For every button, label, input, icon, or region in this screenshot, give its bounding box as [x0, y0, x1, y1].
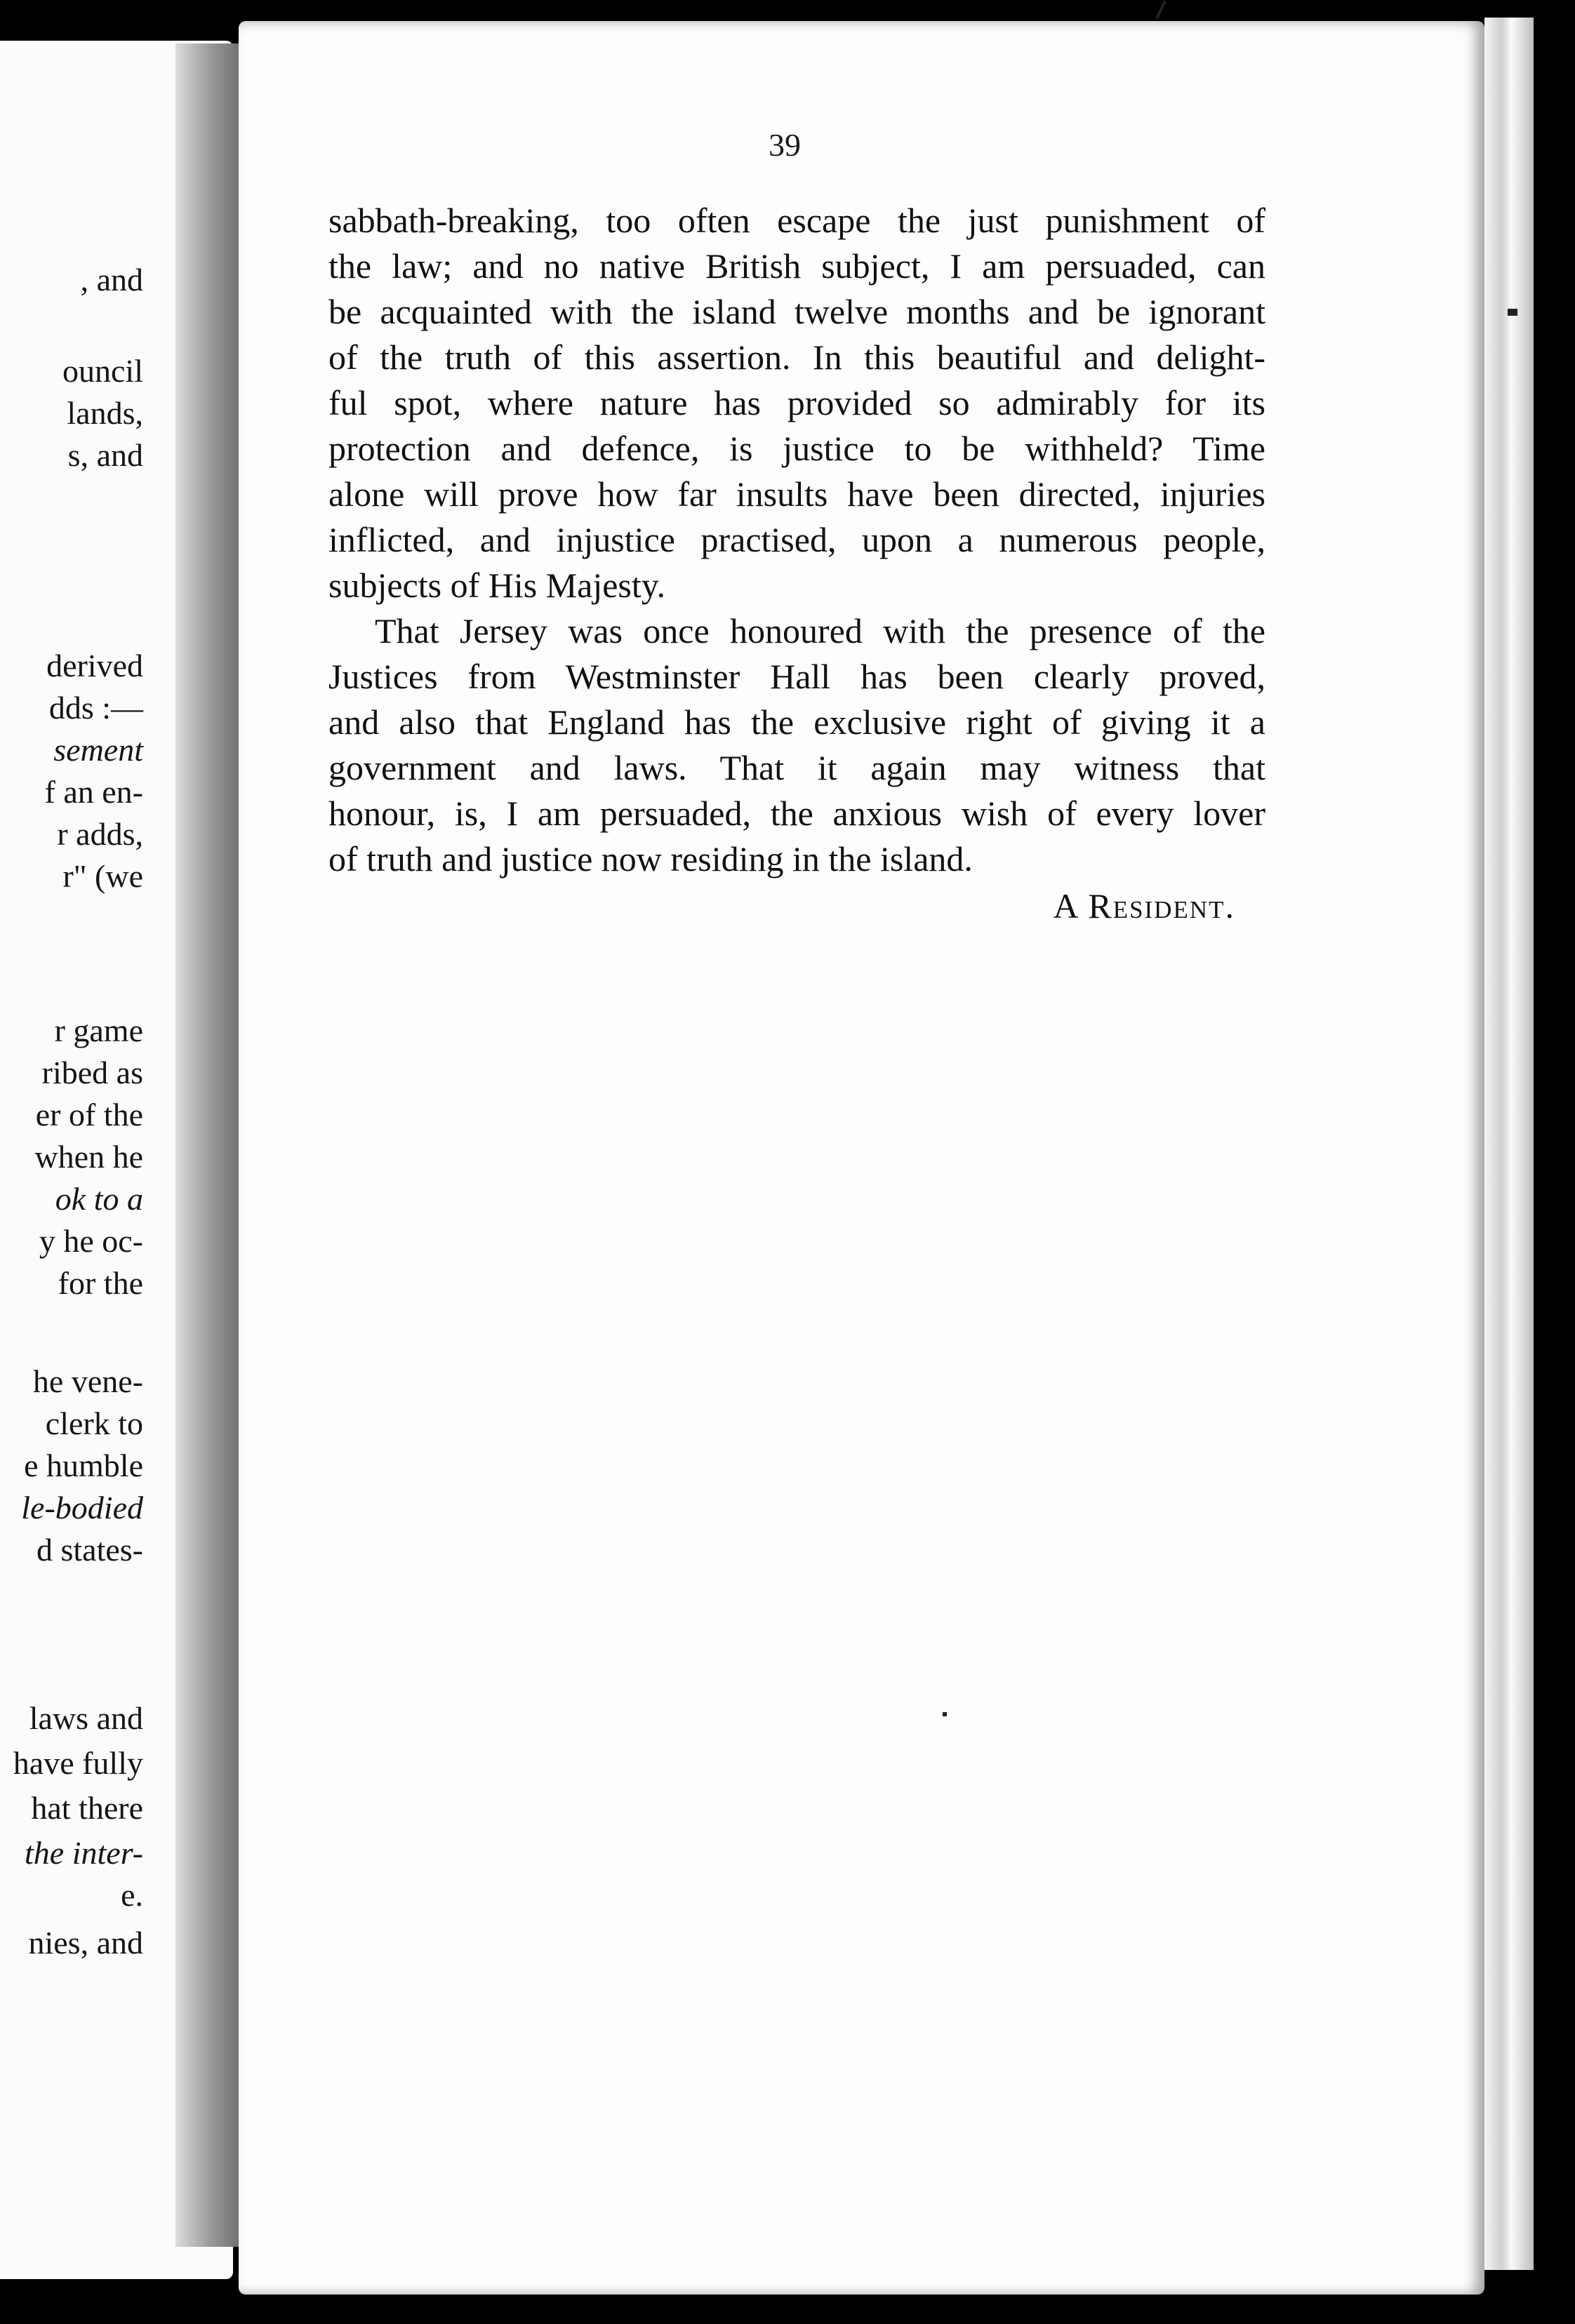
left-page-fragment: r game — [54, 1013, 143, 1048]
paragraph-1-line: be acquainted with the island twelve months and be ignorant — [328, 292, 1265, 331]
left-page-fragment: for the — [58, 1265, 143, 1301]
left-page-fragment: sement — [53, 732, 143, 768]
paragraph-2-line: Justices from Westminster Hall has been clearly proved, — [328, 657, 1265, 696]
paragraph-2-line: government and laws. That it again may witness that — [328, 748, 1265, 787]
paragraph-2-line: and also that England has the exclusive right of giving it a — [328, 702, 1265, 742]
signature: A Resident. — [1053, 886, 1235, 926]
left-page-fragment: d states- — [36, 1532, 143, 1568]
left-page-fragment: ok to a — [55, 1181, 143, 1217]
paragraph-1-line: the law; and no native British subject, I am persuaded, can — [328, 246, 1265, 286]
paragraph-1-line: sabbath-breaking, too often escape the just punishment of — [328, 201, 1265, 240]
page-number: 39 — [769, 127, 801, 163]
paragraph-2-line: That Jersey was once honoured with the presence of the — [375, 611, 1265, 650]
left-page-fragment: s, and — [67, 437, 143, 473]
left-page-fragment: le-bodied — [21, 1490, 143, 1525]
left-page-fragment: er of the — [35, 1097, 143, 1133]
paragraph-1-line: inflicted, and injustice practised, upon a numerous people, — [328, 520, 1265, 559]
left-page-fragment: e. — [121, 1877, 143, 1913]
scan-speck — [1508, 309, 1517, 316]
paragraph-1-line: ful spot, where nature has provided so admirably for its — [328, 383, 1265, 422]
left-page-fragment: the inter- — [25, 1835, 143, 1871]
left-page-fragment: laws and — [29, 1700, 143, 1736]
paragraph-2-line: of truth and justice now residing in the island. — [328, 839, 973, 879]
left-page-fragment: dds :— — [48, 690, 143, 726]
left-page-fragment: e humble — [24, 1448, 143, 1483]
scan-speck — [1155, 0, 1166, 19]
left-page-fragment: he vene- — [32, 1363, 143, 1399]
page-edges — [1484, 18, 1534, 2270]
left-page-fragment: f an en- — [44, 774, 143, 810]
left-page-fragment: clerk to — [45, 1405, 143, 1441]
paragraph-1-line: of the truth of this assertion. In this beautiful and delight- — [328, 338, 1265, 377]
scan-speck — [943, 1712, 947, 1716]
left-page-fragment: have fully — [13, 1745, 143, 1781]
left-page-fragment: r adds, — [57, 816, 143, 852]
left-page-fragment: hat there — [31, 1790, 143, 1826]
paragraph-1-line: alone will prove how far insults have been directed, injuries — [328, 474, 1265, 514]
left-page-fragment: lands, — [67, 395, 143, 431]
paragraph-1-line: protection and defence, is justice to be withheld? Time — [328, 429, 1265, 468]
left-page-fragment: , and — [80, 262, 143, 298]
left-page-fragment: nies, and — [28, 1925, 143, 1961]
left-page-fragment: derived — [46, 648, 143, 683]
paragraph-2-line: honour, is, I am persuaded, the anxious wish of every lover — [328, 794, 1265, 833]
left-page-fragment: r" (we — [62, 858, 143, 894]
body-text — [328, 198, 1265, 882]
left-page-fragment: ribed as — [41, 1055, 143, 1090]
left-page-fragment: y he oc- — [39, 1223, 143, 1259]
left-page-fragment: when he — [34, 1139, 143, 1175]
left-page-fragment: ouncil — [62, 353, 143, 389]
paragraph-1-line: subjects of His Majesty. — [328, 566, 666, 605]
